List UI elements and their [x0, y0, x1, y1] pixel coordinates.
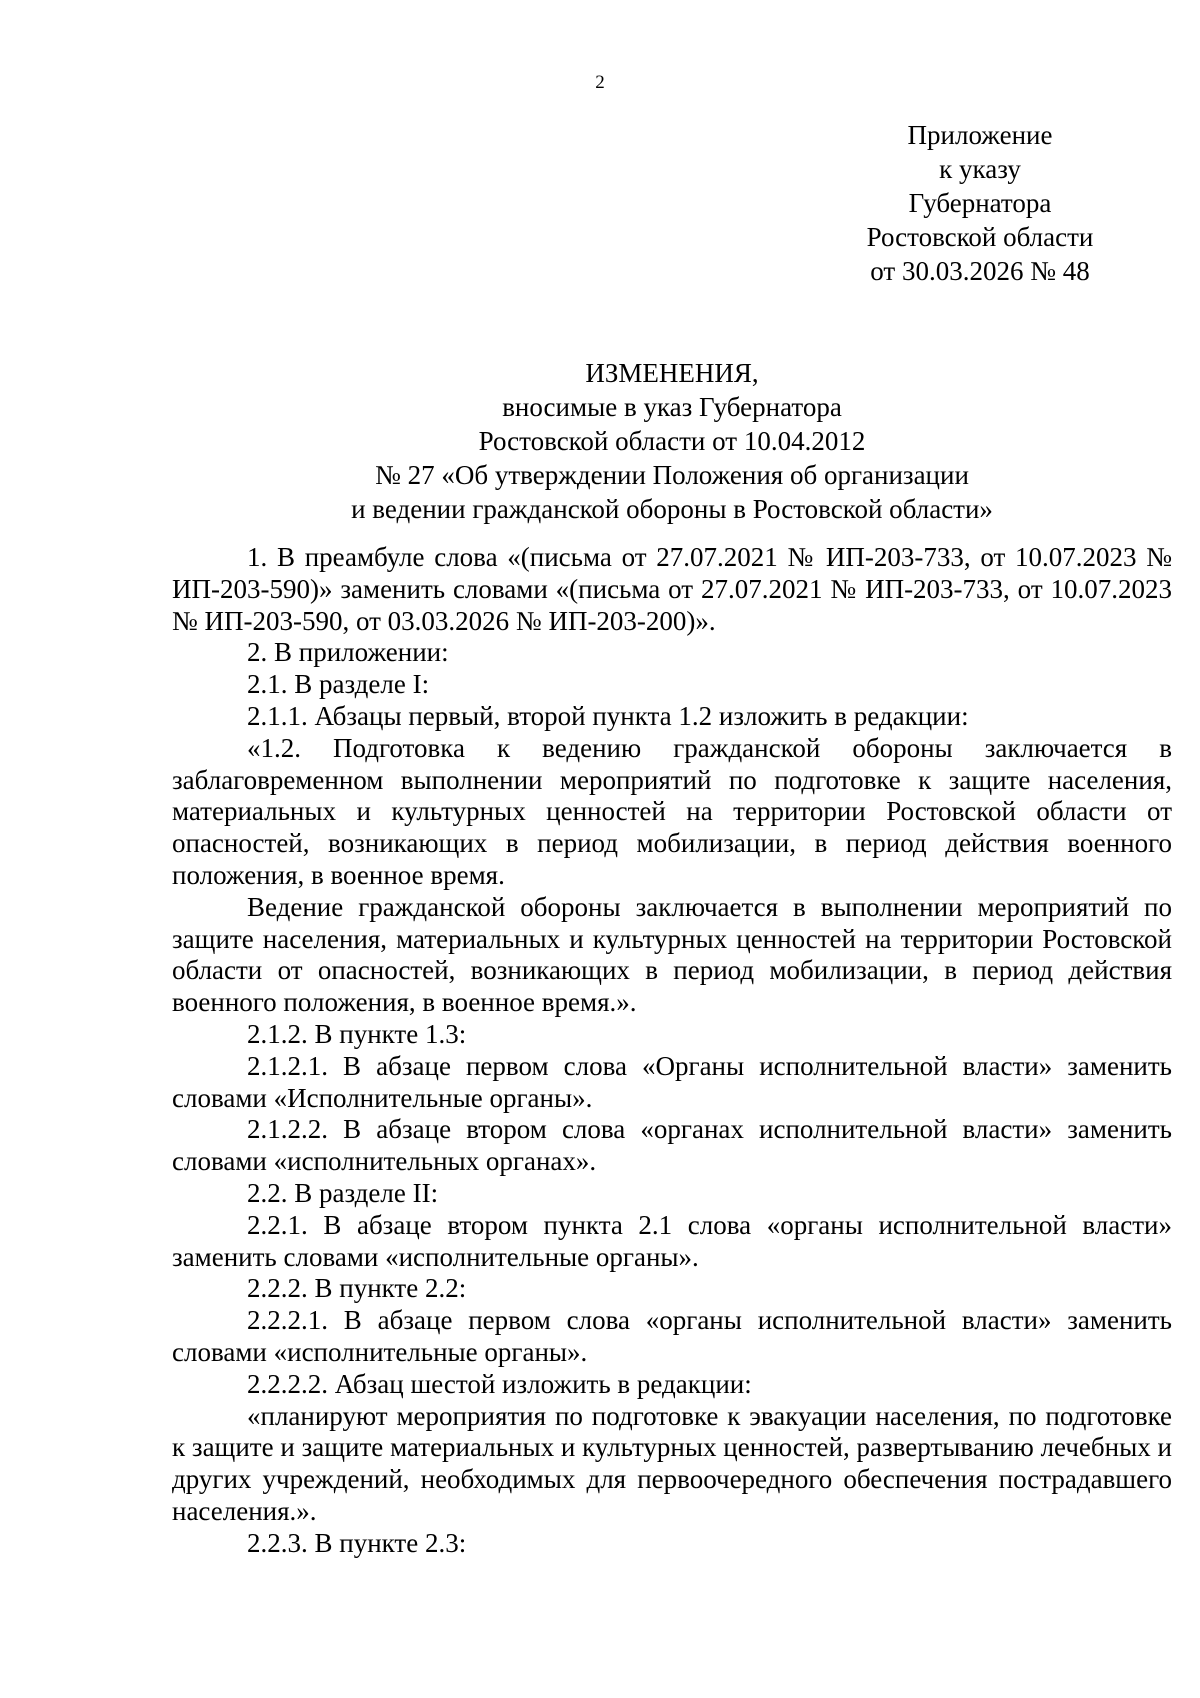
paragraph: 2.2.2.2. Абзац шестой изложить в редакции:	[247, 1368, 752, 1399]
paragraph: 2.2. В разделе II:	[247, 1177, 439, 1208]
paragraph: 2.1. В разделе I:	[247, 669, 430, 700]
page-number: 2	[595, 72, 605, 93]
title-line: ИЗМЕНЕНИЯ,	[585, 358, 759, 388]
document-title	[172, 356, 1172, 526]
paragraph: 2.2.2.1. В абзаце первом слова «органы исполнительной власти» заменить словами «исполнительные органы».	[172, 1305, 1172, 1367]
appendix-header	[840, 118, 1120, 288]
appendix-line: к указу	[939, 154, 1021, 184]
paragraph: 2.2.1. В абзаце втором пункта 2.1 слова «органы исполнительной власти» заменить словами «исполнительные органы».	[172, 1209, 1172, 1272]
paragraph: 2.1.1. Абзацы первый, второй пункта 1.2 изложить в редакции:	[247, 700, 969, 731]
paragraph: 1. В преамбуле слова «(письма от 27.07.2021 № ИП-203-733, от 10.07.2023 № ИП-203-590)» заменить словами «(письма от 27.07.2021 № ИП-203-733, от 10.07.2023 № ИП-203-590, от 03.03.2026 № ИП-203-200)».	[172, 542, 1172, 636]
title-line: вносимые в указ Губернатора	[502, 392, 842, 422]
paragraph: Ведение гражданской обороны заключается в выполнении мероприятий по защите населения, материальных и культурных ценностей на территории Ростовской области от опасностей, возникающих в период мобилизации, в период действия военного положения, в военное время.».	[172, 891, 1172, 1018]
appendix-line: Приложение	[907, 120, 1053, 150]
paragraph: 2.2.2. В пункте 2.2:	[247, 1273, 467, 1304]
paragraph: 2. В приложении:	[247, 637, 449, 668]
paragraph: «планируют мероприятия по подготовке к эвакуации населения, по подготовке к защите и защите материальных и культурных ценностей, развертыванию лечебных и других учреждений, необходимых для первоочередного обеспечения пострадавшего населения.».	[172, 1400, 1172, 1526]
paragraph: «1.2. Подготовка к ведению гражданской обороны заключается в заблаговременном выполнении мероприятий по подготовке к защите населения, материальных и культурных ценностей на территории Ростовской области от опасностей, возникающих в период мобилизации, в период действия военного положения, в военное время.	[172, 732, 1172, 890]
paragraph: 2.2.3. В пункте 2.3:	[247, 1527, 467, 1558]
paragraph: 2.1.2. В пункте 1.3:	[247, 1018, 467, 1049]
appendix-line: Губернатора	[908, 188, 1052, 218]
title-line: и ведении гражданской обороны в Ростовской области»	[351, 494, 993, 524]
paragraph: 2.1.2.1. В абзаце первом слова «Органы исполнительной власти» заменить словами «Исполнительные органы».	[172, 1050, 1172, 1113]
title-line: № 27 «Об утверждении Положения об организации	[375, 460, 969, 490]
appendix-line: от 30.03.2026 № 48	[870, 256, 1090, 286]
appendix-line: Ростовской области	[866, 222, 1094, 252]
document-body	[172, 542, 1172, 1560]
paragraph: 2.1.2.2. В абзаце втором слова «органах исполнительной власти» заменить словами «исполнительных органах».	[172, 1114, 1172, 1177]
title-line: Ростовской области от 10.04.2012	[478, 426, 866, 456]
